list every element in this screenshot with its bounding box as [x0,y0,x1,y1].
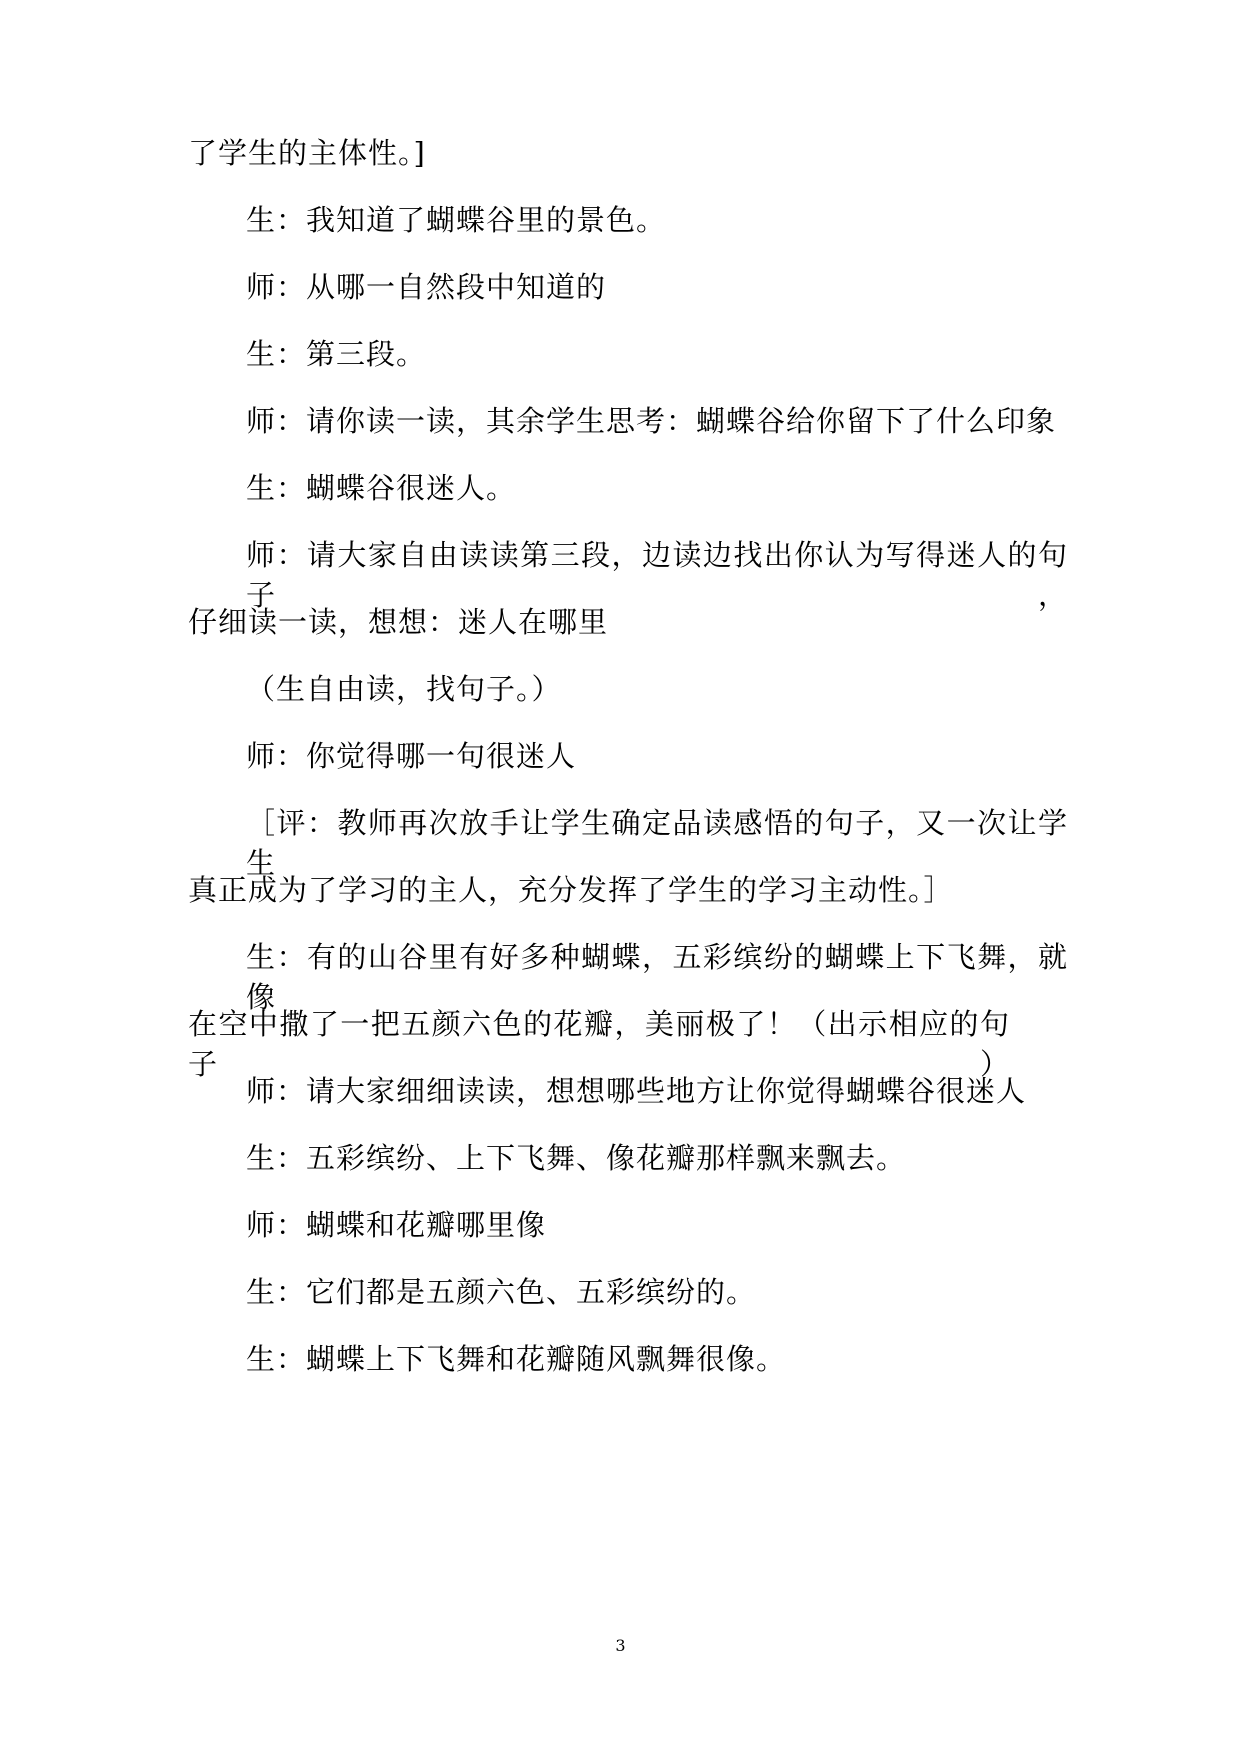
text-line: （生自由读，找句子。） [246,672,562,706]
text-line: 生：有的山谷里有好多种蝴蝶，五彩缤纷的蝴蝶上下飞舞，就像 [246,940,1068,1014]
text-line: 师：从哪一自然段中知道的 [246,270,607,304]
text-line: 生：我知道了蝴蝶谷里的景色。 [246,203,667,237]
text-line: 生：五彩缤纷、上下飞舞、像花瓣那样飘来飘去。 [246,1141,907,1175]
text-line: 师：请你读一读，其余学生思考：蝴蝶谷给你留下了什么印象 [246,404,1057,438]
page-number: 3 [615,1636,626,1655]
text-line: 生：蝴蝶谷很迷人。 [246,471,517,505]
text-line: 在空中撒了一把五颜六色的花瓣，美丽极了！（出示相应的句子） [188,1007,1010,1081]
text-line: 了学生的主体性。] [188,136,426,170]
text-line: 师：你觉得哪一句很迷人 [246,739,577,773]
text-line: 师：请大家自由读读第三段，边读边找出你认为写得迷人的句子， [246,538,1068,612]
text-line: 生：蝴蝶上下飞舞和花瓣随风飘舞很像。 [246,1342,787,1376]
text-line: 师：请大家细细读读，想想哪些地方让你觉得蝴蝶谷很迷人 [246,1074,1027,1108]
text-line: ［评：教师再次放手让学生确定品读感悟的句子，又一次让学生 [246,806,1068,880]
text-line: 仔细读一读，想想：迷人在哪里 [188,605,609,639]
text-line: 生：它们都是五颜六色、五彩缤纷的。 [246,1275,757,1309]
text-line: 师：蝴蝶和花瓣哪里像 [246,1208,547,1242]
text-line: 真正成为了学习的主人，充分发挥了学生的学习主动性。］ [188,873,954,907]
text-line: 生：第三段。 [246,337,427,371]
